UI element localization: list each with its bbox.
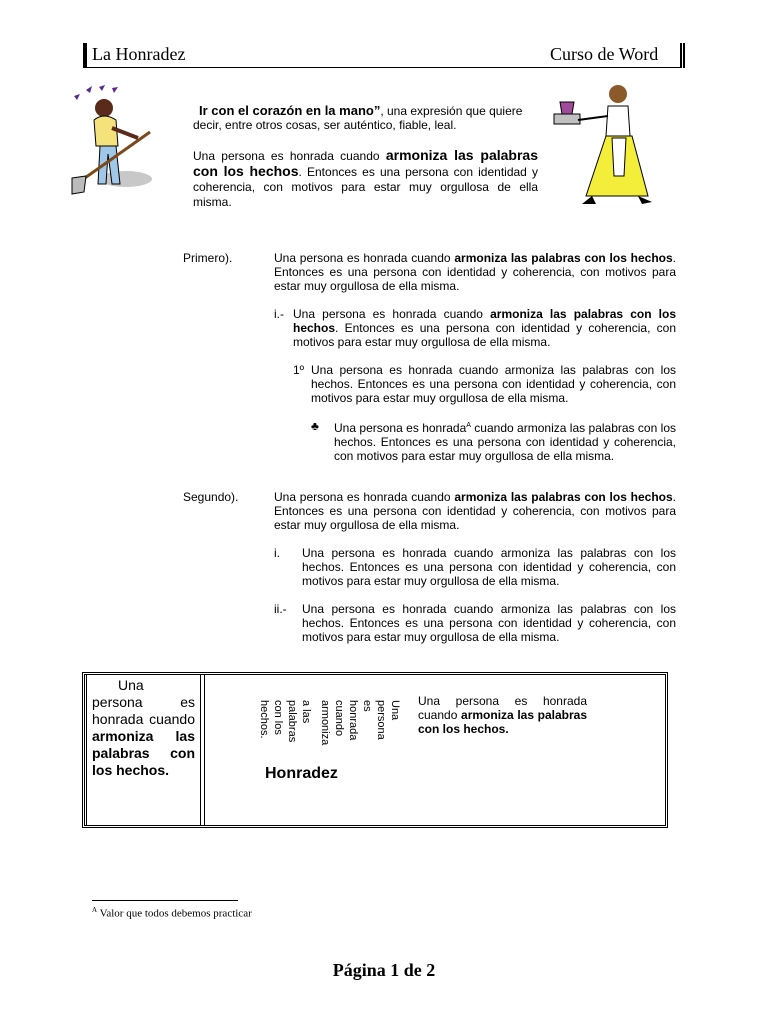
vertical-word-7: a las	[300, 700, 312, 724]
page-number: Página 1 de 2	[332, 960, 436, 980]
footnote-marker: A	[92, 906, 98, 914]
intro-paragraph-1: Ir con el corazón en la mano”, una expresión que quiere decir, entre otros cosas, ser auténtico, fiable, leal.	[193, 103, 523, 132]
club-item-text: Una persona es honrada$^A$ cuando armoniza las palabras con los hechos. Entonces es una persona con identidad y coherencia, con motivos para estar muy orgullosa de ella misma.	[334, 421, 676, 463]
vertical-word-2: persona	[375, 700, 387, 740]
footnote-separator	[92, 900, 238, 901]
table-left-cell: Una persona es honrada cuando armoniza las palabras con los hechos.	[92, 677, 195, 778]
header-left-rule	[83, 43, 87, 68]
header-title: La Honradez	[92, 44, 186, 64]
first-item-label: 1º	[293, 363, 305, 377]
header-right-rule	[680, 43, 685, 68]
vertical-word-4: honrada	[347, 700, 359, 741]
man-with-hoe-clipart	[64, 84, 164, 202]
footnote-text: Valor que todos debemos practicar	[99, 907, 252, 920]
i-item-label: i.-	[274, 307, 284, 321]
intro-paragraph-2: Una persona es honrada cuando armoniza las palabras con los hechos. Entonces es una persona con identidad y coherencia, con motivos para estar muy orgullosa de ella misma.	[193, 147, 538, 209]
primero-text: Una persona es honrada cuando armoniza las palabras con los hechos. Entonces es una persona con identidad y coherencia, con motivos para estar muy orgullosa de ella misma.	[274, 251, 676, 293]
header-course: Curso de Word	[550, 44, 659, 64]
waitress-clipart	[552, 80, 652, 210]
vertical-word-6: armoniza	[319, 700, 331, 746]
segundo-ii-text: Una persona es honrada cuando armoniza las palabras con los hechos. Entonces es una persona con identidad y coherencia, con motivos para estar muy orgullosa de ella misma.	[302, 602, 676, 644]
club-bullet-icon: ♣	[311, 419, 319, 433]
segundo-label: Segundo).	[183, 490, 239, 504]
table-right-cell: Una persona es honrada cuando armoniza las palabras con los hechos.	[418, 694, 588, 736]
vertical-word-8: palabras	[286, 700, 298, 743]
vertical-word-1: Una	[389, 700, 401, 721]
segundo-i-label: i.	[274, 546, 280, 560]
segundo-text: Una persona es honrada cuando armoniza las palabras con los hechos. Entonces es una persona con identidad y coherencia, con motivos para estar muy orgullosa de ella misma.	[274, 490, 676, 532]
segundo-ii-label: ii.-	[274, 602, 287, 616]
table-divider	[200, 675, 205, 825]
vertical-word-3: es	[361, 700, 373, 712]
vertical-word-9: con los	[272, 700, 284, 735]
i-item-text: Una persona es honrada cuando armoniza las palabras con los hechos. Entonces es una persona con identidad y coherencia, con motivos para estar muy orgullosa de ella misma.	[293, 307, 676, 349]
table-title: Honradez	[265, 765, 338, 782]
footnote-reference[interactable]: A	[466, 422, 471, 429]
vertical-word-5: cuando	[333, 700, 345, 737]
first-item-text: Una persona es honrada cuando armoniza las palabras con los hechos. Entonces es una persona con identidad y coherencia, con motivos para estar muy orgullosa de ella misma.	[311, 363, 676, 405]
footnote	[92, 906, 252, 920]
header-underline	[87, 67, 680, 68]
segundo-i-text: Una persona es honrada cuando armoniza las palabras con los hechos. Entonces es una persona con identidad y coherencia, con motivos para estar muy orgullosa de ella misma.	[302, 546, 676, 588]
table-inner-left-rule	[86, 675, 91, 825]
vertical-word-10: hechos.	[258, 700, 270, 739]
primero-label: Primero).	[183, 251, 233, 265]
